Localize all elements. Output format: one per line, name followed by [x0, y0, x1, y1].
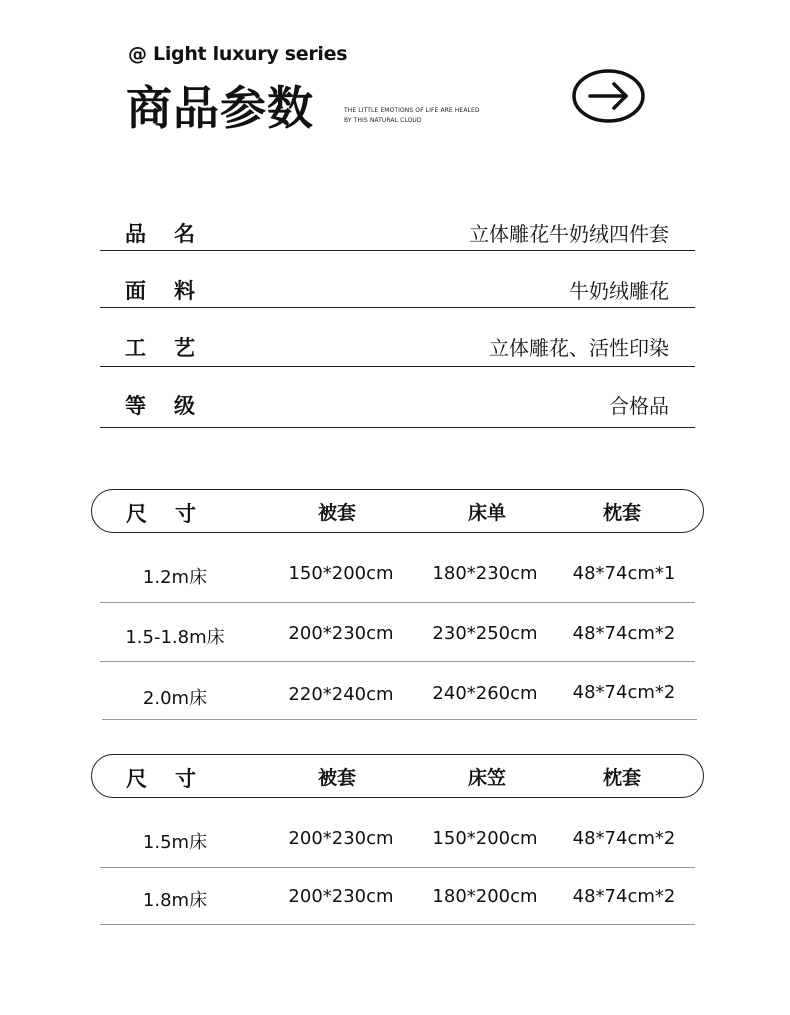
series-label: @ Light luxury series — [128, 43, 348, 65]
sheet-cell: 180*230cm — [432, 563, 538, 584]
spec-label-char: 等 — [125, 394, 146, 418]
pillowcase-cell: 48*74cm*2 — [572, 828, 676, 849]
spec-label — [125, 332, 195, 362]
size-table-sheet — [91, 489, 704, 721]
spec-list — [100, 210, 695, 428]
spec-label — [125, 275, 195, 305]
header-bed-sheet: 床单 — [467, 502, 506, 524]
spec-label-char: 级 — [174, 394, 195, 418]
spec-value: 合格品 — [609, 394, 669, 418]
table-row — [100, 545, 695, 603]
spec-label-char: 艺 — [174, 336, 195, 360]
page-title: 商品参数 — [126, 81, 314, 135]
tagline-line-2: BY THIS NATURAL CLOUD — [344, 117, 422, 124]
size-cell: 1.8m床 — [142, 890, 208, 911]
spec-row-name — [100, 210, 695, 251]
pillowcase-cell: 48*74cm*2 — [572, 682, 676, 703]
table-row — [102, 662, 697, 720]
fitted-sheet-cell: 180*200cm — [432, 886, 538, 907]
table-row — [100, 868, 695, 925]
header-size-char: 尺 — [126, 502, 147, 526]
spec-value: 立体雕花、活性印染 — [489, 336, 669, 360]
spec-value: 牛奶绒雕花 — [569, 279, 669, 303]
pillowcase-cell: 48*74cm*2 — [572, 886, 676, 907]
size-cell: 1.5-1.8m床 — [125, 627, 225, 648]
header-pillowcase: 枕套 — [602, 502, 641, 524]
duvet-cell: 200*230cm — [288, 886, 394, 907]
pillowcase-cell: 48*74cm*2 — [572, 623, 676, 644]
size-cell: 1.2m床 — [142, 567, 208, 588]
arrow-right-circle-icon[interactable] — [572, 69, 645, 123]
spec-label-char: 品 — [125, 222, 146, 246]
table-header — [91, 754, 704, 798]
duvet-cell: 200*230cm — [288, 623, 394, 644]
pillowcase-cell: 48*74cm*1 — [572, 563, 676, 584]
spec-row-fabric — [100, 251, 695, 308]
header-fitted-sheet: 床笠 — [467, 767, 506, 789]
header-size-char: 寸 — [175, 767, 196, 791]
header-pillowcase: 枕套 — [602, 767, 641, 789]
spec-row-craft — [100, 308, 695, 367]
table-header — [91, 489, 704, 533]
size-table-fitted — [91, 754, 704, 926]
table-row — [100, 810, 695, 868]
header-duvet-cover: 被套 — [317, 502, 356, 524]
sheet-cell: 240*260cm — [432, 683, 538, 704]
spec-label-char: 面 — [125, 279, 146, 303]
table-row — [100, 603, 695, 662]
spec-label-char: 名 — [174, 222, 195, 246]
spec-label — [125, 390, 195, 420]
header-size — [126, 498, 196, 528]
spec-label — [125, 218, 195, 248]
spec-value: 立体雕花牛奶绒四件套 — [469, 222, 669, 246]
spec-label-char: 工 — [125, 336, 146, 360]
sheet-cell: 230*250cm — [432, 623, 538, 644]
header-size-char: 寸 — [175, 502, 196, 526]
tagline-line-1: THE LITTLE EMOTIONS OF LIFE ARE HEALED — [344, 107, 480, 114]
size-cell: 1.5m床 — [142, 832, 208, 853]
spec-label-char: 料 — [174, 279, 195, 303]
header-size — [126, 763, 196, 793]
spec-row-grade — [100, 367, 695, 428]
size-cell: 2.0m床 — [142, 688, 208, 709]
header-duvet-cover: 被套 — [317, 767, 356, 789]
duvet-cell: 220*240cm — [288, 684, 394, 705]
duvet-cell: 200*230cm — [288, 828, 394, 849]
duvet-cell: 150*200cm — [288, 563, 394, 584]
tagline — [344, 106, 480, 126]
header-size-char: 尺 — [126, 767, 147, 791]
fitted-sheet-cell: 150*200cm — [432, 828, 538, 849]
